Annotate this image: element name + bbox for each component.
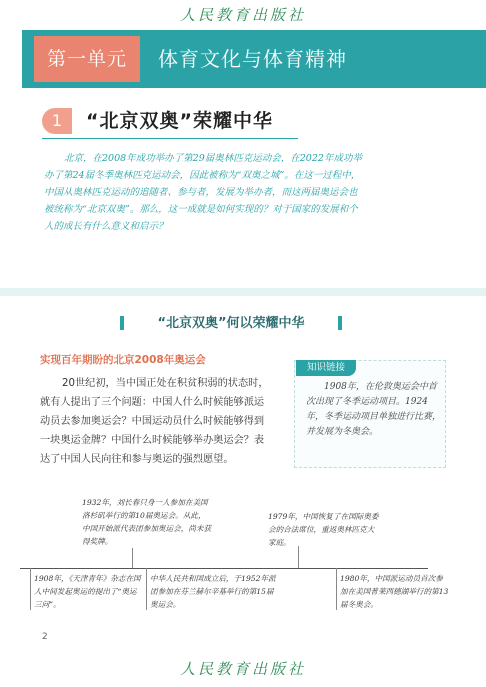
timeline-tick [132, 548, 133, 568]
timeline-axis [20, 568, 428, 569]
knowledge-text: 1908年，在伦敦奥运会中首次出现了冬季运动项目。1924年，冬季运动项目单独进行比赛，并发展为冬奥会。 [306, 382, 442, 437]
publisher-logo-bottom: 人民教育出版社 [179, 660, 306, 678]
subheading-right-bar [338, 316, 342, 330]
topic-title: 实现百年期盼的北京2008年奥运会 [40, 354, 206, 366]
publisher-logo-top: 人民教育出版社 [179, 6, 306, 24]
page-number: 2 [42, 632, 48, 642]
section-underline [42, 138, 298, 139]
section-divider [0, 288, 486, 296]
unit-label: 第一单元 [34, 36, 140, 82]
timeline-note-1979: 1979年，中国恢复了在国际奥委会的合法席位，重返奥林匹克大家庭。 [268, 512, 379, 547]
timeline-note-1980: 1980年，中国派运动员首次参加在美国普莱西德湖举行的第13届冬奥会。 [340, 574, 449, 609]
section-number: 1 [42, 108, 72, 134]
unit-title: 体育文化与体育精神 [158, 47, 347, 71]
timeline-note-1952: 中华人民共和国成立后，于1952年派团参加在芬兰赫尔辛基举行的第15届奥运会。 [150, 574, 276, 609]
timeline-tick [298, 546, 299, 568]
topic-body: 20世纪初，当中国正处在积贫积弱的状态时，就有人提出了三个问题：中国人什么时候能够派运动员去参加奥运会？中国运动员什么时候能够得到一块奥运金牌？中国什么时候能够举办奥运会？表达了中国人民向往和参与奥运的强烈愿望。 [40, 378, 269, 465]
timeline-tick [336, 568, 337, 610]
timeline-note-1932: 1932年，刘长春只身一人参加在美国洛杉矶举行的第10届奥运会。从此，中国开始派代表团参加奥运会，尚未获得奖牌。 [82, 498, 212, 546]
knowledge-tag: 知识链接 [296, 360, 356, 376]
timeline-tick [30, 568, 31, 610]
subheading: “北京双奥”何以荣耀中华 [157, 316, 305, 331]
section-title: “北京双奥”荣耀中华 [86, 110, 273, 132]
timeline-note-1908: 1908年，《天津青年》杂志在国人中间发起奥运的提出了“奥运三问”。 [34, 574, 141, 609]
intro-paragraph: 北京，在2008年成功举办了第29届奥林匹克运动会，在2022年成功举办了第24届冬季奥林匹克运动会，因此被称为“双奥之城”。在这一过程中，中国从奥林匹克运动的追随者、参与者，发展为举办者，而这两届奥运会也被统称为“北京双奥”。那么，这一成就是如何实现的？对于国家的发展和个人的成长有什么意义和启示？ [44, 153, 362, 232]
timeline-tick [146, 568, 147, 610]
subheading-left-bar [120, 316, 124, 330]
